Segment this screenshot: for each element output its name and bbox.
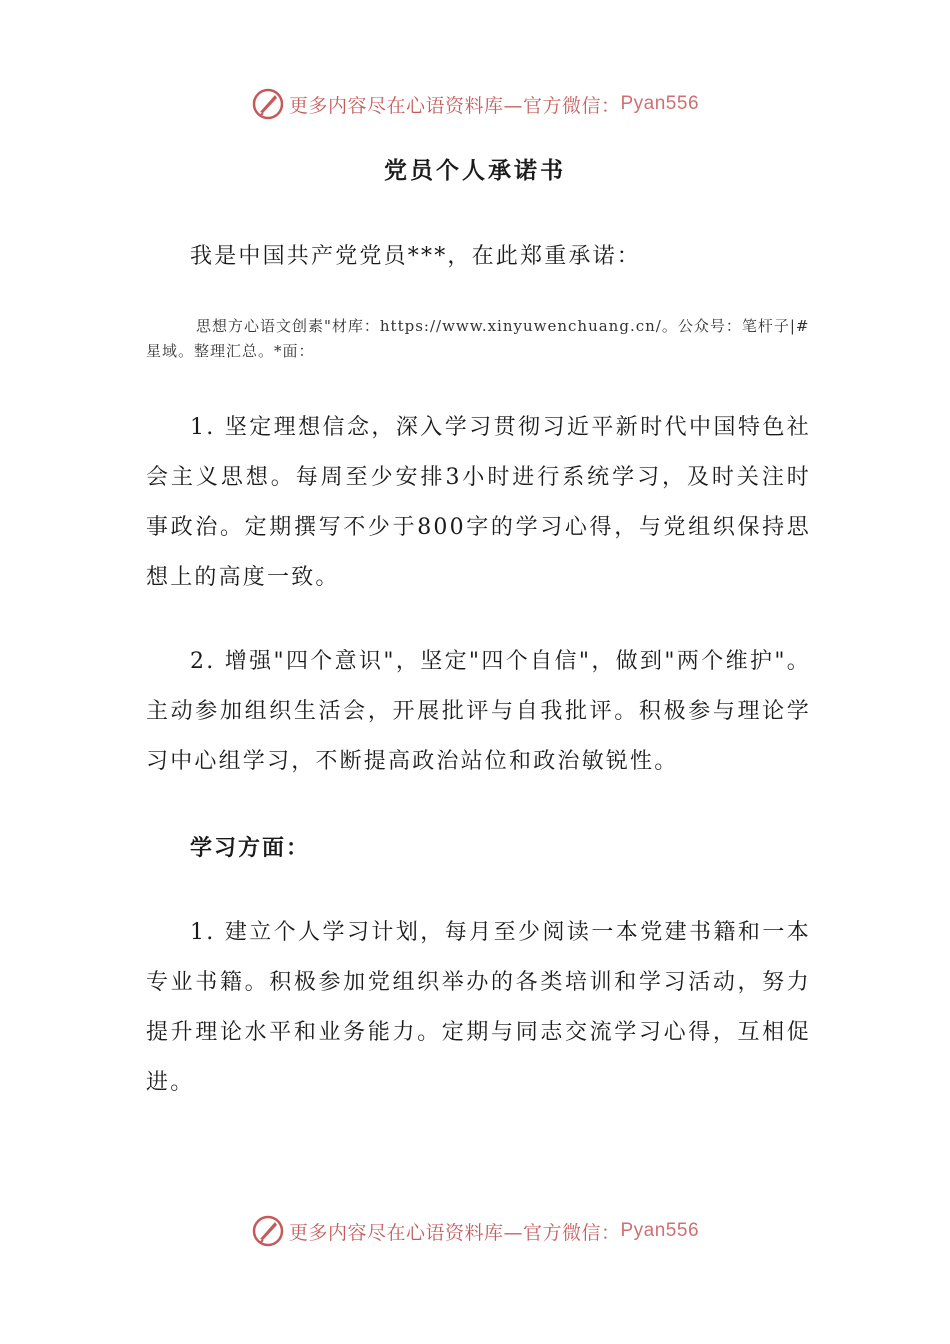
commitment-statement: 我是中国共产党党员***，在此郑重承诺： [190,244,642,269]
source-note: 思想方心语文创素"材库：https://www.xinyuwenchuang.cn/。公众号：笔杆子|#星域。整理汇总。*面： [146,317,810,360]
section-heading-study: 学习方面： [190,835,311,861]
quill-logo-icon [251,1214,285,1248]
paragraph-awareness: 2. 增强"四个意识"，坚定"四个自信"，做到"两个维护"。主动参加组织生活会，开展批评与自我批评。积极参与理论学习中心组学习，不断提高政治站位和政治敏锐性。 [146,649,811,774]
quill-logo-icon [251,87,285,121]
document-title: 党员个人承诺书 [384,157,566,184]
paragraph-study-plan: 1. 建立个人学习计划，每月至少阅读一本党建书籍和一本专业书籍。积极参加党组织举办的各类培训和学习活动，努力提升理论水平和业务能力。定期与同志交流学习心得，互相促进。 [146,920,811,1095]
banner-brand-text: 更多内容尽在心语资料库 [288,94,504,117]
banner-wechat-id: Pyan556 [620,93,700,114]
banner-wechat-id: Pyan556 [620,1220,700,1241]
banner-contact-text: —官方微信： [503,94,621,117]
header-banner [0,84,950,124]
banner-contact-text: —官方微信： [503,1221,621,1244]
banner-brand-text: 更多内容尽在心语资料库 [288,1221,504,1244]
footer-banner [0,1211,950,1251]
paragraph-ideals: 1. 坚定理想信念，深入学习贯彻习近平新时代中国特色社会主义思想。每周至少安排3小时进行系统学习，及时关注时事政治。定期撰写不少于800字的学习心得，与党组织保持思想上的高度一致。 [146,415,811,590]
